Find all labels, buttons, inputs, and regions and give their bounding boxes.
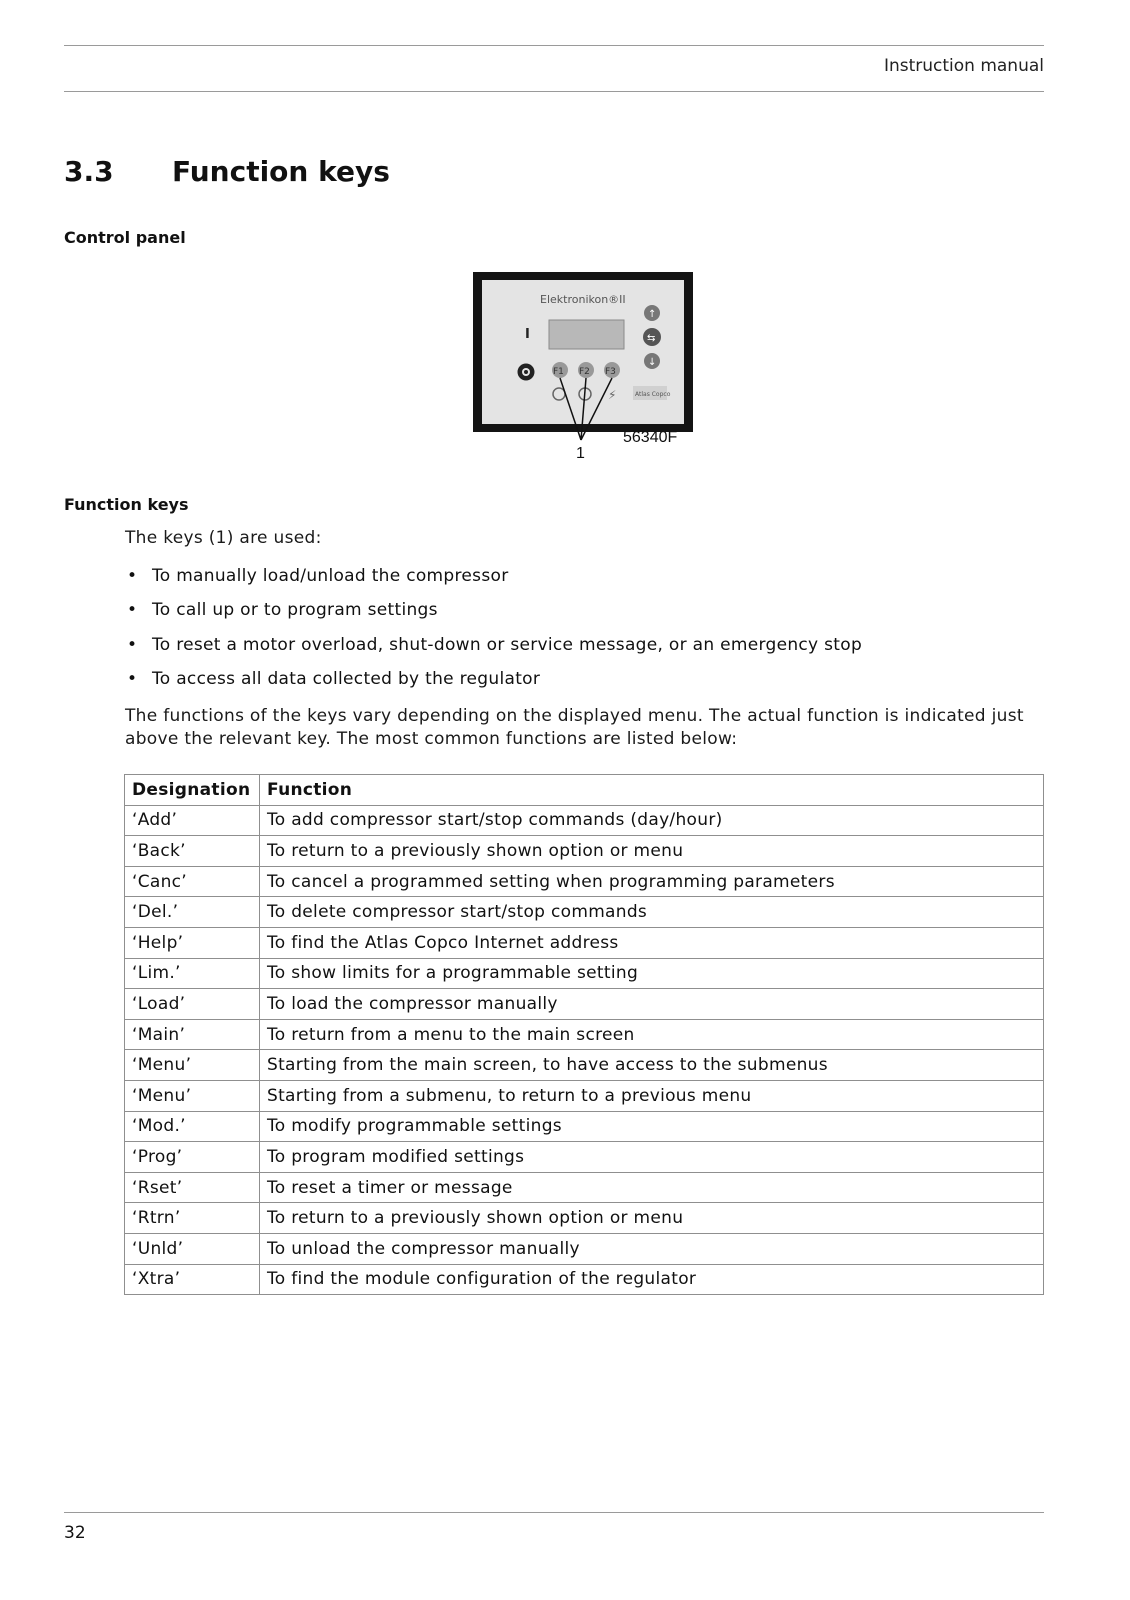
description-paragraph: The functions of the keys vary depending on the displayed menu. The actual function is indicated just above the relevant key. The most common functions are listed below: <box>125 706 1024 749</box>
bullet-icon: • <box>127 668 138 689</box>
svg-text:⇆: ⇆ <box>647 333 656 344</box>
table-row <box>125 1203 1044 1234</box>
bullet-text: To reset a motor overload, shut-down or service message, or an emergency stop <box>152 634 863 655</box>
function-cell: To return to a previously shown option or menu <box>260 1203 1044 1234</box>
bullet-text: To call up or to program settings <box>152 600 438 621</box>
function-cell: To modify programmable settings <box>260 1111 1044 1142</box>
bullet-text: To manually load/unload the compressor <box>152 566 509 586</box>
alarm-led-icon: ⚡ <box>608 388 617 402</box>
designation-cell: ‘Rtrn’ <box>125 1203 260 1234</box>
designation-cell: ‘Load’ <box>125 989 260 1020</box>
f1-key-label: F1 <box>553 367 564 377</box>
footer-rule <box>64 1512 1044 1513</box>
section-heading <box>64 155 390 188</box>
panel-brand-label: Elektronikon®II <box>540 293 626 306</box>
header-top-rule <box>64 45 1044 46</box>
designation-cell: ‘Help’ <box>125 927 260 958</box>
list-item <box>125 669 862 703</box>
bullet-list <box>125 566 862 703</box>
svg-text:↓: ↓ <box>648 357 657 368</box>
f3-key-label: F3 <box>605 367 616 377</box>
table-row <box>125 989 1044 1020</box>
function-cell: To add compressor start/stop commands (day/hour) <box>260 805 1044 836</box>
intro-text: The keys (1) are used: <box>125 528 322 548</box>
bullet-icon: • <box>127 600 138 621</box>
header-bottom-rule <box>64 91 1044 92</box>
svg-text:↑: ↑ <box>648 309 657 320</box>
designation-cell: ‘Add’ <box>125 805 260 836</box>
function-cell: To find the Atlas Copco Internet address <box>260 927 1044 958</box>
designation-cell: ‘Del.’ <box>125 897 260 928</box>
header-title: Instruction manual <box>883 56 1044 76</box>
table-row <box>125 1142 1044 1173</box>
designation-cell: ‘Main’ <box>125 1019 260 1050</box>
table-row <box>125 1111 1044 1142</box>
designation-cell: ‘Back’ <box>125 836 260 867</box>
function-cell: To show limits for a programmable setting <box>260 958 1044 989</box>
function-keys-table <box>124 774 1044 1295</box>
designation-cell: ‘Mod.’ <box>125 1111 260 1142</box>
function-cell: To return to a previously shown option or menu <box>260 836 1044 867</box>
section-title: Function keys <box>172 155 390 188</box>
table-row <box>125 927 1044 958</box>
column-header-function: Function <box>260 775 1044 806</box>
function-cell: To return from a menu to the main screen <box>260 1019 1044 1050</box>
table-row <box>125 1050 1044 1081</box>
column-header-designation: Designation <box>125 775 260 806</box>
f2-key-label: F2 <box>579 367 590 377</box>
function-cell: To unload the compressor manually <box>260 1233 1044 1264</box>
page-number: 32 <box>64 1523 86 1543</box>
table-header-row <box>125 775 1044 806</box>
table-row <box>125 1172 1044 1203</box>
designation-cell: ‘Unld’ <box>125 1233 260 1264</box>
table-row <box>125 1019 1044 1050</box>
control-panel-figure <box>473 272 693 468</box>
bullet-icon: • <box>127 566 138 586</box>
table-row <box>125 1264 1044 1295</box>
figure-code: 56340F <box>623 429 678 446</box>
function-cell: Starting from a submenu, to return to a previous menu <box>260 1080 1044 1111</box>
list-item <box>125 635 862 669</box>
start-key-icon: I <box>525 327 530 342</box>
table-row <box>125 866 1044 897</box>
designation-cell: ‘Canc’ <box>125 866 260 897</box>
designation-cell: ‘Lim.’ <box>125 958 260 989</box>
function-cell: To reset a timer or message <box>260 1172 1044 1203</box>
table-row <box>125 1233 1044 1264</box>
callout-number: 1 <box>576 445 585 462</box>
section-number: 3.3 <box>64 155 114 188</box>
table-row <box>125 958 1044 989</box>
table-row <box>125 836 1044 867</box>
table-row <box>125 897 1044 928</box>
function-cell: Starting from the main screen, to have access to the submenus <box>260 1050 1044 1081</box>
designation-cell: ‘Menu’ <box>125 1080 260 1111</box>
function-cell: To delete compressor start/stop commands <box>260 897 1044 928</box>
function-cell: To cancel a programmed setting when programming parameters <box>260 866 1044 897</box>
designation-cell: ‘Rset’ <box>125 1172 260 1203</box>
bullet-text: To access all data collected by the regulator <box>152 668 541 689</box>
designation-cell: ‘Xtra’ <box>125 1264 260 1295</box>
bullet-icon: • <box>127 634 138 655</box>
list-item <box>125 600 862 634</box>
svg-text:Atlas Copco: Atlas Copco <box>635 391 671 398</box>
function-cell: To find the module configuration of the regulator <box>260 1264 1044 1295</box>
function-keys-heading: Function keys <box>64 495 189 514</box>
panel-display <box>549 320 624 349</box>
function-cell: To program modified settings <box>260 1142 1044 1173</box>
table-row <box>125 1080 1044 1111</box>
list-item <box>125 566 862 600</box>
designation-cell: ‘Prog’ <box>125 1142 260 1173</box>
function-cell: To load the compressor manually <box>260 989 1044 1020</box>
designation-cell: ‘Menu’ <box>125 1050 260 1081</box>
control-panel-heading: Control panel <box>64 228 186 247</box>
table-row <box>125 805 1044 836</box>
